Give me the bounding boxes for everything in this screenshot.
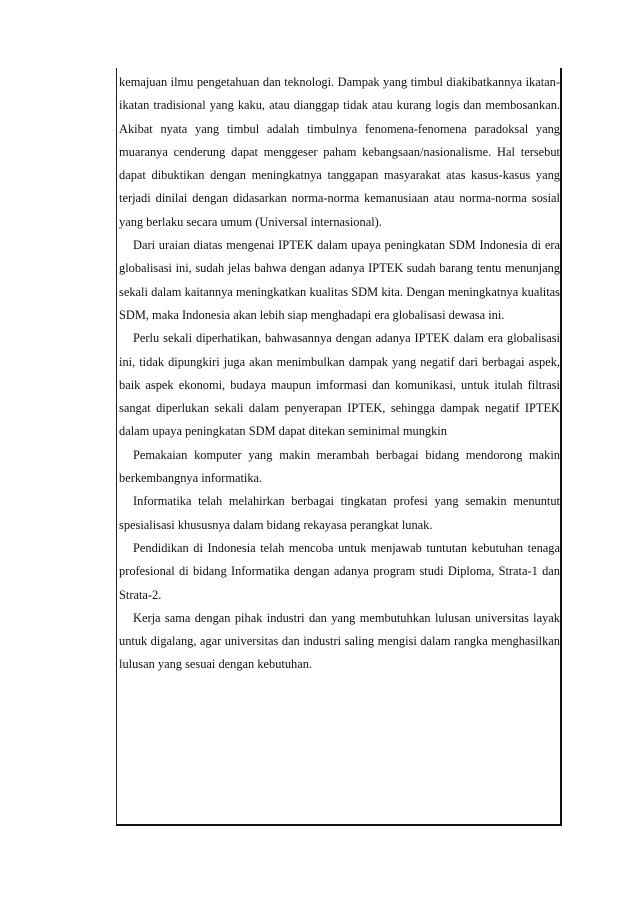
paragraph-2: Dari uraian diatas mengenai IPTEK dalam upaya peningkatan SDM Indonesia di era globalisasi ini, sudah jelas bahwa dengan adanya IPTEK sudah barang tentu menunjang sekali dalam kaitannya meningkatkan kualitas SDM kita. Dengan meningkatnya kualitas SDM, maka Indonesia akan lebih siap menghadapi era globalisasi dewasa ini.	[119, 238, 560, 322]
paragraph-4: Pemakaian komputer yang makin merambah berbagai bidang mendorong makin berkembangnya informatika.	[119, 447, 560, 486]
paragraph-5: Informatika telah melahirkan berbagai tingkatan profesi yang semakin menuntut spesialisasi khususnya dalam bidang rekayasa perangkat lunak.	[119, 494, 560, 532]
paragraph-7: Kerja sama dengan pihak industri dan yang membutuhkan lulusan universitas layak untuk digalang, agar universitas dan industri saling mengisi dalam rangka menghasilkan lulusan yang sesuai dengan kebutuhan.	[119, 610, 560, 672]
body-text	[119, 71, 560, 677]
paragraph-6: Pendidikan di Indonesia telah mencoba untuk menjawab tuntutan kebutuhan tenaga profesional di bidang Informatika dengan adanya program studi Diploma, Strata-1 dan Strata-2.	[119, 540, 560, 602]
paragraph-1: kemajuan ilmu pengetahuan dan teknologi. Dampak yang timbul diakibatkannya ikatan-ikatan tradisional yang kaku, atau dianggap tidak atau kurang logis dan membosankan. Akibat nyata yang timbul adalah timbulnya fenomena-fenomena paradoksal yang muaranya cenderung dapat menggeser paham kebangsaan/nasionalisme. Hal tersebut dapat dibuktikan dengan meningkatnya tanggapan masyarakat atas kasus-kasus yang terjadi dinilai dengan didasarkan norma-norma kemanusiaan atau norma-norma sosial yang berlaku secara umum (Universal internasional).	[119, 75, 560, 229]
paragraph-3: Perlu sekali diperhatikan, bahwasannya dengan adanya IPTEK dalam era globalisasi ini, tidak dipungkiri juga akan menimbulkan dampak yang negatif dari berbagai aspek, baik aspek ekonomi, budaya maupun imformasi dan komunikasi, untuk itulah filtrasi sangat diperlukan sekali dalam penyerapan IPTEK, sehingga dampak negatif IPTEK dalam upaya peningkatan SDM dapat ditekan seminimal mungkin	[119, 331, 560, 439]
